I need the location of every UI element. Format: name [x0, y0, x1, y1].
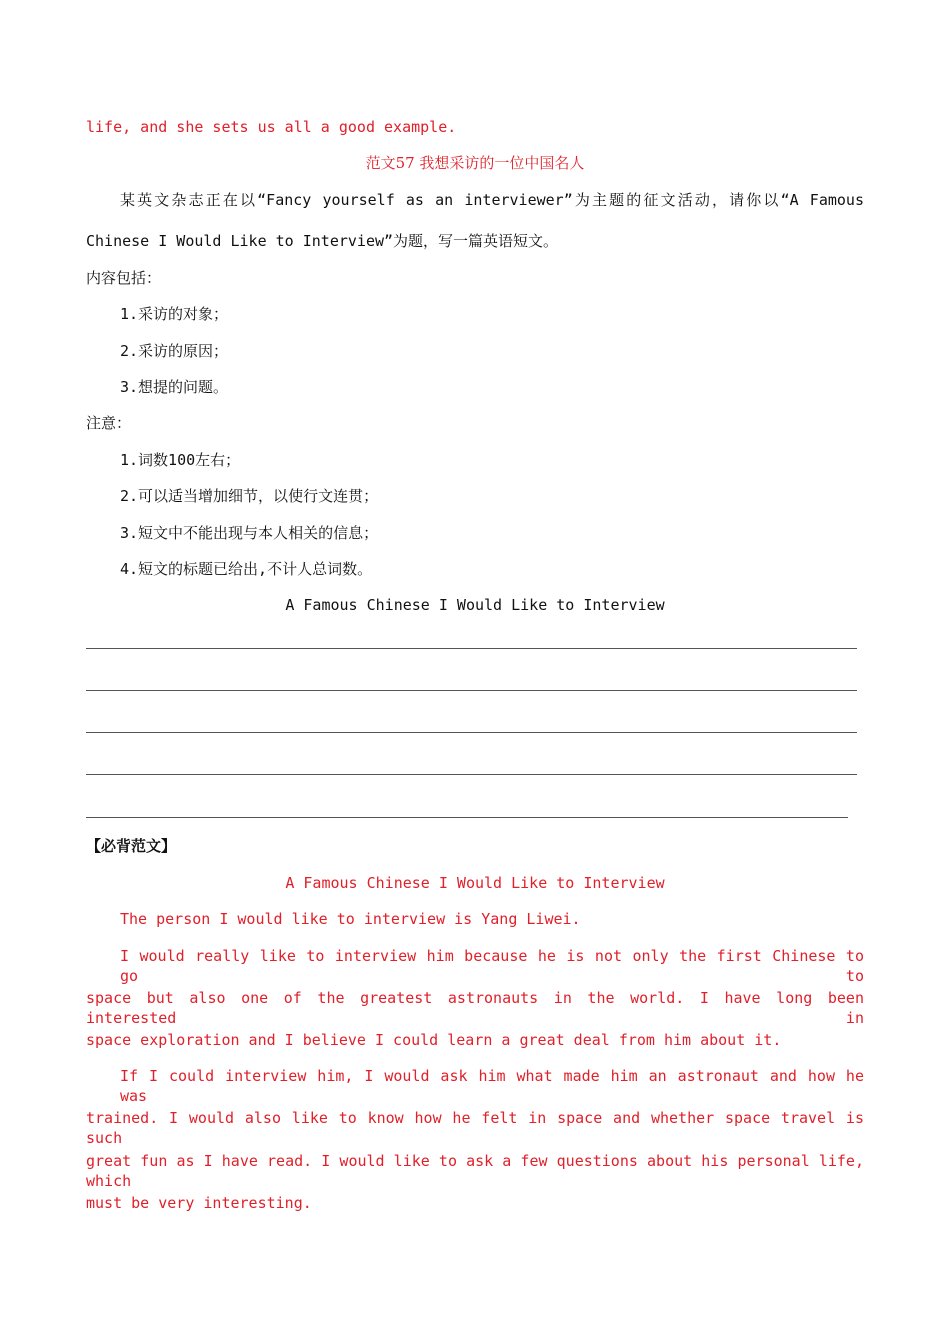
note-item-4: 4.短文的标题已给出,不计人总词数。 — [120, 560, 373, 578]
content-item-1: 1.采访的对象； — [120, 305, 229, 323]
answer-line-3 — [86, 732, 857, 733]
model-p2-line-3: space exploration and I believe I could learn a great deal from him about it. — [86, 1031, 782, 1049]
model-p2-line-1: I would really like to interview him because he is not only the first Chinese to go to — [120, 947, 864, 985]
previous-essay-tail: life, and she sets us all a good example. — [86, 118, 457, 136]
model-p2-line-2: space but also one of the greatest astronauts in the world. I have long been interested in — [86, 989, 864, 1027]
model-p3-line-3: great fun as I have read. I would like to ask a few questions about his personal life, which — [86, 1152, 864, 1190]
model-essay-label: 【必背范文】 — [86, 837, 177, 855]
note-item-3: 3.短文中不能出现与本人相关的信息； — [120, 524, 379, 542]
note-item-1: 1.词数100左右； — [120, 451, 241, 469]
note-item-2: 2.可以适当增加细节，以使行文连贯； — [120, 487, 379, 505]
answer-line-5 — [86, 817, 848, 818]
model-p3-line-1: If I could interview him, I would ask him what made him an astronaut and how he was — [120, 1067, 864, 1105]
answer-line-2 — [86, 690, 857, 691]
model-title: A Famous Chinese I Would Like to Interview — [285, 874, 665, 892]
model-paragraph-1: The person I would like to interview is Yang Liwei. — [120, 910, 581, 928]
note-label: 注意： — [86, 414, 132, 432]
content-item-3: 3.想提的问题。 — [120, 378, 229, 396]
prompt-line-1: 某英文杂志正在以“Fancy yourself as an interviewer”为主题的征文活动，请你以“A Famous — [120, 191, 864, 209]
section-title: 范文57 我想采访的一位中国名人 — [365, 154, 585, 172]
answer-title: A Famous Chinese I Would Like to Interview — [285, 596, 665, 614]
content-item-2: 2.采访的原因； — [120, 342, 229, 360]
answer-line-1 — [86, 648, 857, 649]
content-label: 内容包括： — [86, 269, 162, 287]
model-p3-line-2: trained. I would also like to know how he felt in space and whether space travel is such — [86, 1109, 864, 1147]
model-p3-line-4: must be very interesting. — [86, 1194, 312, 1212]
prompt-line-2: Chinese I Would Like to Interview”为题，写一篇英语短文。 — [86, 232, 559, 250]
answer-line-4 — [86, 774, 857, 775]
